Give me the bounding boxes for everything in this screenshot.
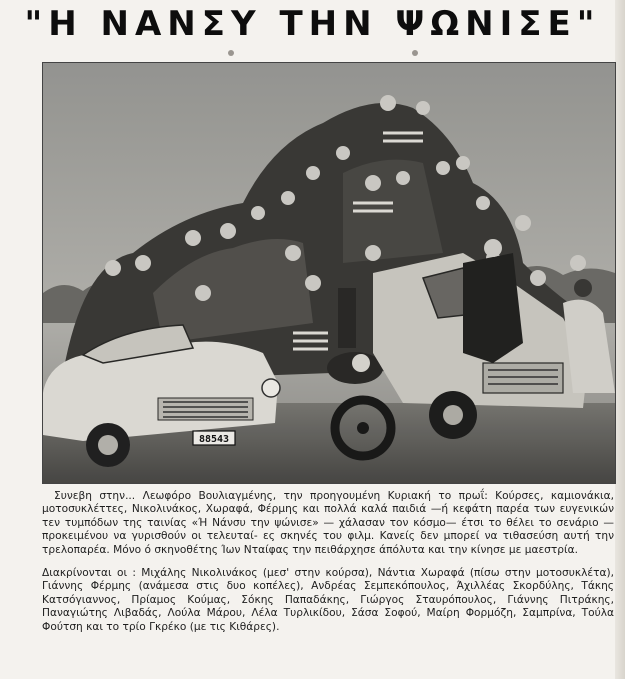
license-plate: 88543 [198,434,230,445]
cast-credits [42,567,614,634]
scan-edge [615,0,625,679]
pin-hole [228,50,234,56]
halftone-photo [42,62,616,484]
pin-hole [412,50,418,56]
headline: "Η ΝΑΝΣΥ ΤΗΝ ΨΩΝΙΣΕ" [24,4,601,44]
credits-text: Μιχάλης Νικολινάκος (μεσ' στην κούρσα), Νάντια Χωραφά (πίσω στην μοτοσυκλέτα), Γιάννης Φέρμης (ανάμεσα στις δυο κοπέλες), Ανδρέας Σεμπεκόπουλος, Άχιλλέας Σκορδύλης, Τάκης Κατσόγιαννος, Πρίαμος Κούμας, Σόκης Παπαδάκης, Γιώργος Σταυρόπουλος, Γιάννης Πιτράκης, Παναγιώτης Λιβαδάς, Λούλα Μάρου, Λέλα Τυρλικίδου, Σάσα Σοφού, Μαίρη Φορμόζη, Σαμπρίνα, Τούλα Φούτση και το τρίο Γκρέκο (με τις Κιθάρες). [42,567,614,633]
credits-label: Διακρίνονται οι : [42,567,136,579]
photo-caption: Συνεβη στην... Λεωφόρο Βουλιαγμένης, την προηγουμένη Κυριακή το πρωΐ: Κούρσες, καμιονάκια, μοτοσυκλέττες, Νικολινάκος, Χωραφά, Φέρμης και πολλά καλά παιδιά —ή κεφάτη παρέα των ευγενικών τεν τυμπόδων της ταινίας «Ή Νάνσυ την ψώνισε» — χάλασαν τον κόσμο— έτσι το θέλει το σενάριο — προκειμένου να γυρισθούν οι τελευταί- ες σκηνές του φιλμ. Κανείς δεν μπορεί να τιθασεύση αυτή την τρελοπαρέα. Μόνο ό σκηνοθέτης Ίων Νταίφας την πειθάρχησε άπόλυτα και την κίνησε με μαεστρία. [42,490,614,556]
